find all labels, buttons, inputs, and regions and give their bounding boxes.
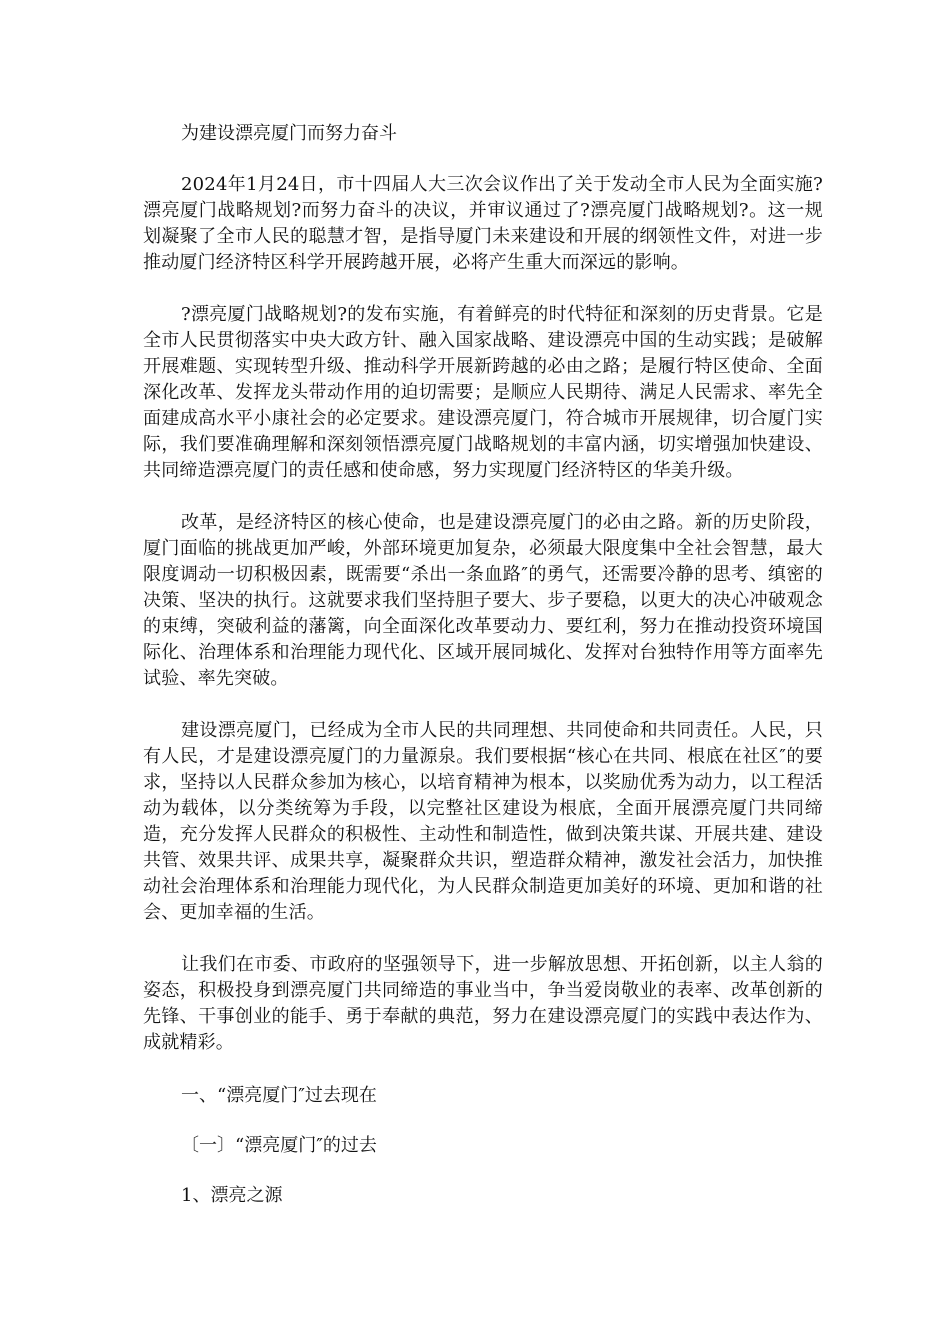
paragraph-5: 让我们在市委、市政府的坚强领导下，进一步解放思想、开拓创新，以主人翁的姿态，积极投身到漂亮厦门共同缔造的事业当中，争当爱岗敬业的表率、改革创新的先锋、干事创业的能手、勇于奉献的典范，努力在建设漂亮厦门的实践中表达作为、成就精彩。 [143,954,823,1053]
paragraph-2: ?漂亮厦门战略规划?的发布实施，有着鲜亮的时代特征和深刻的历史背景。它是全市人民贯彻落实中央大政方针、融入国家战略、建设漂亮中国的生动实践；是破解开展难题、实现转型升级、推动科学开展新跨越的必由之路；是履行特区使命、全面深化改革、发挥龙头带动作用的迫切需要；是顺应人民期待、满足人民需求、率先全面建成高水平小康社会的必定要求。建设漂亮厦门，符合城市开展规律，切合厦门实际，我们要准确理解和深刻领悟漂亮厦门战略规划的丰富内涵，切实增强加快建设、共同缔造漂亮厦门的责任感和使命感，努力实现厦门经济特区的华美升级。 [143,304,823,481]
subsection-heading-1: 〔一〕“漂亮厦门″的过去 [181,1135,377,1156]
paragraph-1: 2024年1月24日，市十四届人大三次会议作出了关于发动全市人民为全面实施?漂亮厦门战略规划?而努力奋斗的决议，并审议通过了?漂亮厦门战略规划?。这一规划凝聚了全市人民的聪慧才智，是指导厦门未来建设和开展的纲领性文件，对进一步推动厦门经济特区科学开展跨越开展，必将产生重大而深远的影响。 [143,174,823,273]
section-heading-1: 一、“漂亮厦门″过去现在 [181,1085,377,1106]
document-page [143,120,823,1232]
paragraph-4: 建设漂亮厦门，已经成为全市人民的共同理想、共同使命和共同责任。人民，只有人民，才是建设漂亮厦门的力量源泉。我们要根据“核心在共同、根底在社区″的要求，坚持以人民群众参加为核心，以培育精神为根本，以奖励优秀为动力，以工程活动为载体，以分类统筹为手段，以完整社区建设为根底，全面开展漂亮厦门共同缔造，充分发挥人民群众的积极性、主动性和制造性，做到决策共谋、开展共建、建设共管、效果共评、成果共享，凝聚群众共识，塑造群众精神，激发社会活力，加快推动社会治理体系和治理能力现代化，为人民群众制造更加美好的环境、更加和谐的社会、更加幸福的生活。 [143,720,823,923]
subsubsection-heading-1: 1、漂亮之源 [181,1185,283,1206]
paragraph-3: 改革，是经济特区的核心使命，也是建设漂亮厦门的必由之路。新的历史阶段，厦门面临的挑战更加严峻，外部环境更加复杂，必须最大限度集中全社会智慧，最大限度调动一切积极因素，既需要“杀出一条血路″的勇气，还需要冷静的思考、缜密的决策、坚决的执行。这就要求我们坚持胆子要大、步子要稳，以更大的决心冲破观念的束缚，突破利益的藩篱，向全面深化改革要动力、要红利，努力在推动投资环境国际化、治理体系和治理能力现代化、区域开展同城化、发挥对台独特作用等方面率先试验、率先突破。 [143,512,823,689]
document-title: 为建设漂亮厦门而努力奋斗 [181,123,397,144]
